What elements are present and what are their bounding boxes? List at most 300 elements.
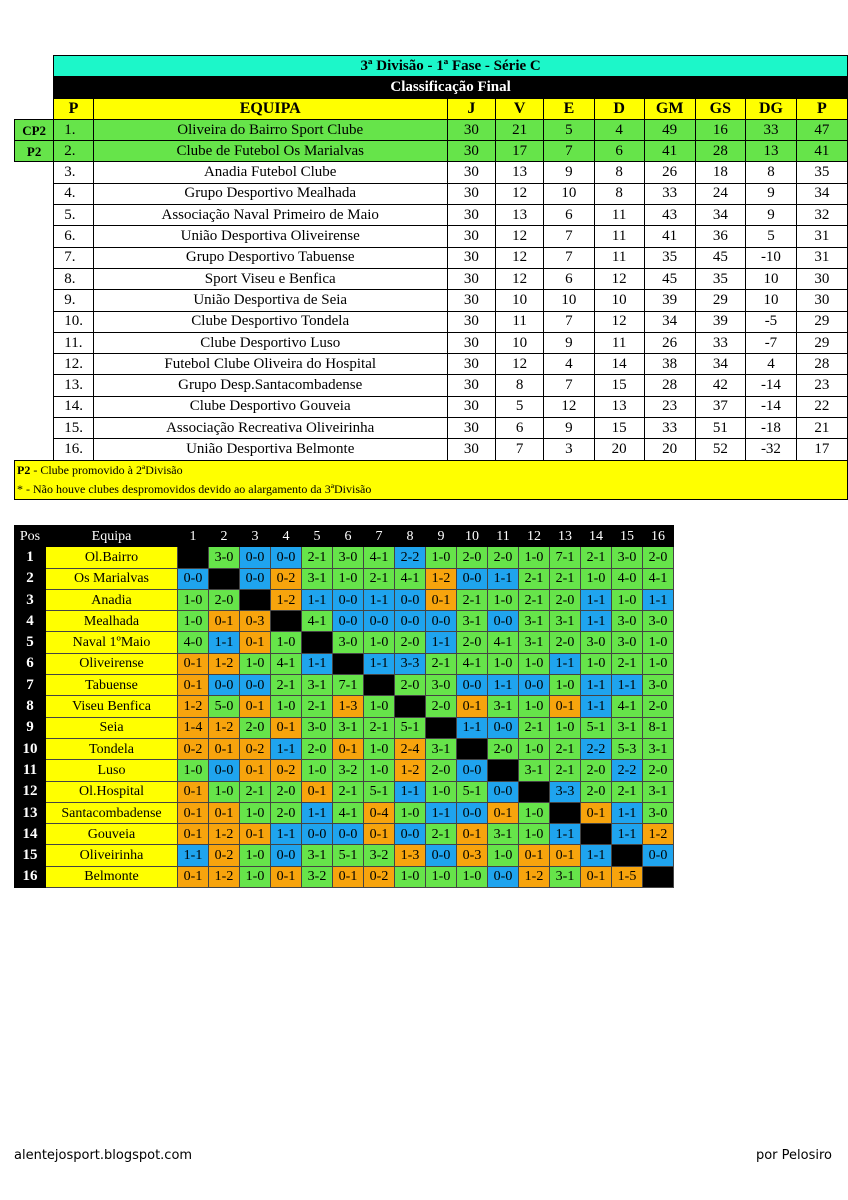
match-result: 1-1 [581,696,612,717]
matrix-row [15,675,674,696]
matrix-team: Tondela [46,738,178,759]
team-name: Oliveira do Bairro Sport Clube [93,119,447,140]
match-result: 7-1 [333,675,364,696]
match-result: 1-5 [612,866,643,887]
match-result: 3-1 [550,866,581,887]
match-result: 2-0 [488,547,519,568]
matrix-self-cell [488,760,519,781]
match-result: 2-0 [395,675,426,696]
match-result: 0-3 [240,611,271,632]
matrix-column-header: 8 [395,526,426,547]
match-result: 4-1 [395,568,426,589]
stat-d: 11 [594,332,644,353]
stat-j: 30 [447,141,495,162]
team-name: Clube Desportivo Tondela [93,311,447,332]
match-result: 2-1 [364,717,395,738]
note-relegation: * - Não houve clubes despromovidos devido ao alargamento da 3ªDivisão [15,480,848,500]
match-result: 1-0 [364,738,395,759]
stat-dg: 10 [746,268,797,289]
match-result: 0-2 [271,568,302,589]
stat-gs: 42 [695,375,746,396]
stat-j: 30 [447,354,495,375]
match-result: 0-1 [364,824,395,845]
matrix-column-header: 14 [581,526,612,547]
matrix-team: Ol.Bairro [46,547,178,568]
qualification-tag: CP2 [15,119,54,140]
match-result: 1-0 [519,696,550,717]
match-result: 2-1 [519,589,550,610]
team-name: Clube Desportivo Luso [93,332,447,353]
match-result: 1-0 [302,760,333,781]
matrix-team: Santacombadense [46,802,178,823]
standings-row [15,119,848,140]
stat-gs: 36 [695,226,746,247]
match-result: 1-1 [302,802,333,823]
stat-v: 21 [496,119,544,140]
matrix-row [15,547,674,568]
matrix-team: Os Marialvas [46,568,178,589]
match-result: 4-1 [612,696,643,717]
match-result: 0-0 [302,824,333,845]
standing-position: 11. [54,332,93,353]
standing-position: 14. [54,396,93,417]
match-result: 1-1 [581,611,612,632]
match-result: 2-0 [271,802,302,823]
header-points: P [796,98,847,119]
match-result: 0-0 [457,568,488,589]
match-result: 2-0 [240,717,271,738]
stat-v: 11 [496,311,544,332]
match-result: 0-0 [488,866,519,887]
match-result: 0-2 [271,760,302,781]
stat-dg: -10 [746,247,797,268]
matrix-row [15,738,674,759]
qualification-tag [15,226,54,247]
match-result: 1-0 [519,738,550,759]
match-result: 1-0 [271,632,302,653]
matrix-position: 3 [15,589,46,610]
match-result: 2-0 [426,696,457,717]
stat-v: 7 [496,439,544,460]
stat-d: 11 [594,205,644,226]
match-result: 1-2 [209,824,240,845]
matrix-column-header: 7 [364,526,395,547]
footer-author: por Pelosiro [755,1148,832,1163]
match-result: 1-0 [240,653,271,674]
match-result: 1-1 [302,589,333,610]
match-result: 1-0 [426,547,457,568]
match-result: 5-1 [333,845,364,866]
match-result: 0-1 [550,845,581,866]
matrix-row [15,632,674,653]
match-result: 0-1 [581,866,612,887]
match-result: 2-0 [426,760,457,781]
stat-d: 13 [594,396,644,417]
header-equipa: EQUIPA [93,98,447,119]
matrix-self-cell [612,845,643,866]
stat-v: 17 [496,141,544,162]
matrix-team: Naval 1ºMaio [46,632,178,653]
match-result: 2-1 [612,781,643,802]
stat-p: 22 [796,396,847,417]
stat-dg: -5 [746,311,797,332]
stat-v: 12 [496,268,544,289]
match-result: 0-0 [488,611,519,632]
match-result: 4-1 [364,547,395,568]
match-result: 2-0 [271,781,302,802]
stat-gs: 18 [695,162,746,183]
stat-gm: 20 [644,439,695,460]
match-result: 0-0 [395,824,426,845]
match-result: 2-0 [581,781,612,802]
stat-p: 30 [796,290,847,311]
match-result: 2-0 [209,589,240,610]
team-name: Grupo Desp.Santacombadense [93,375,447,396]
stat-p: 28 [796,354,847,375]
match-result: 3-0 [643,675,674,696]
match-result: 2-0 [550,589,581,610]
stat-gs: 33 [695,332,746,353]
qualification-tag [15,290,54,311]
qualification-tag: P2 [15,141,54,162]
team-name: Grupo Desportivo Tabuense [93,247,447,268]
match-result: 1-1 [302,653,333,674]
stat-j: 30 [447,268,495,289]
match-result: 2-1 [612,653,643,674]
qualification-tag [15,439,54,460]
stat-d: 8 [594,183,644,204]
standings-row [15,332,848,353]
matrix-self-cell [271,611,302,632]
qualification-tag [15,418,54,439]
match-result: 0-3 [457,845,488,866]
stat-dg: 13 [746,141,797,162]
match-result: 2-1 [519,717,550,738]
match-result: 1-0 [395,866,426,887]
match-result: 0-1 [178,824,209,845]
standing-position: 3. [54,162,93,183]
note-promoted-tag: P2 [17,463,31,478]
match-result: 3-1 [426,738,457,759]
qualification-tag [15,268,54,289]
match-result: 0-1 [457,824,488,845]
match-result: 0-1 [178,781,209,802]
match-result: 0-0 [209,760,240,781]
match-result: 4-0 [612,568,643,589]
match-result: 2-0 [302,738,333,759]
header-gm: GM [644,98,695,119]
stat-p: 41 [796,141,847,162]
footer-site: alentejosport.blogspot.com [14,1148,193,1163]
match-result: 1-0 [519,802,550,823]
match-result: 0-0 [271,845,302,866]
match-result: 0-2 [364,866,395,887]
match-result: 1-1 [209,632,240,653]
standings-row [15,311,848,332]
stat-v: 6 [496,418,544,439]
standing-position: 12. [54,354,93,375]
stat-e: 9 [544,162,594,183]
standings-row [15,141,848,162]
standings-row [15,375,848,396]
match-result: 4-1 [271,653,302,674]
stat-p: 47 [796,119,847,140]
stat-v: 13 [496,205,544,226]
stat-e: 7 [544,141,594,162]
matrix-position: 7 [15,675,46,696]
match-result: 1-0 [488,845,519,866]
stat-j: 30 [447,396,495,417]
match-result: 4-0 [178,632,209,653]
stat-d: 4 [594,119,644,140]
match-result: 2-2 [581,738,612,759]
match-result: 0-1 [240,696,271,717]
match-result: 2-1 [271,675,302,696]
matrix-self-cell [364,675,395,696]
match-result: 0-1 [333,866,364,887]
match-result: 4-1 [457,653,488,674]
match-result: 1-0 [643,632,674,653]
matrix-position: 9 [15,717,46,738]
matrix-position: 1 [15,547,46,568]
stat-v: 12 [496,247,544,268]
match-result: 1-0 [581,653,612,674]
match-result: 1-1 [550,824,581,845]
match-result: 3-1 [302,675,333,696]
matrix-self-cell [426,717,457,738]
match-result: 5-1 [457,781,488,802]
matrix-row [15,781,674,802]
table-title: 3ª Divisão - 1ª Fase - Série C [54,56,848,77]
match-result: 1-4 [178,717,209,738]
match-result: 1-0 [519,547,550,568]
match-result: 2-0 [457,547,488,568]
stat-gm: 23 [644,396,695,417]
match-result: 1-1 [612,824,643,845]
match-result: 1-1 [612,802,643,823]
match-result: 2-1 [550,760,581,781]
match-result: 0-0 [488,781,519,802]
match-result: 3-0 [612,547,643,568]
match-result: 3-0 [333,632,364,653]
qualification-tag [15,247,54,268]
match-result: 0-0 [457,802,488,823]
standing-position: 13. [54,375,93,396]
match-result: 3-2 [364,845,395,866]
match-result: 3-0 [302,717,333,738]
match-result: 1-0 [333,568,364,589]
match-result: 2-0 [395,632,426,653]
stat-j: 30 [447,119,495,140]
match-result: 3-3 [550,781,581,802]
matrix-team: Oliveirinha [46,845,178,866]
stat-j: 30 [447,418,495,439]
stat-p: 30 [796,268,847,289]
standings-table [14,55,848,500]
match-result: 1-0 [209,781,240,802]
stat-d: 12 [594,268,644,289]
match-result: 1-1 [271,824,302,845]
qualification-tag [15,183,54,204]
match-result: 0-0 [643,845,674,866]
stat-e: 5 [544,119,594,140]
matrix-team: Ol.Hospital [46,781,178,802]
match-result: 0-1 [426,589,457,610]
stat-p: 21 [796,418,847,439]
standings-row [15,162,848,183]
match-result: 0-1 [302,781,333,802]
match-result: 3-0 [209,547,240,568]
match-result: 1-0 [178,760,209,781]
match-result: 0-2 [240,738,271,759]
matrix-team: Luso [46,760,178,781]
standing-position: 15. [54,418,93,439]
matrix-self-cell [240,589,271,610]
matrix-team: Anadia [46,589,178,610]
matrix-column-header: 13 [550,526,581,547]
match-result: 3-1 [643,781,674,802]
stat-gs: 45 [695,247,746,268]
stat-p: 23 [796,375,847,396]
stat-gs: 35 [695,268,746,289]
matrix-position: 16 [15,866,46,887]
stat-dg: 9 [746,183,797,204]
match-result: 1-1 [364,589,395,610]
stat-v: 5 [496,396,544,417]
matrix-column-header: 5 [302,526,333,547]
match-result: 1-1 [426,802,457,823]
qualification-tag [15,205,54,226]
stat-dg: 33 [746,119,797,140]
match-result: 3-1 [550,611,581,632]
match-result: 0-0 [457,675,488,696]
stat-d: 12 [594,311,644,332]
matrix-team-header: Equipa [46,526,178,547]
match-result: 2-0 [643,547,674,568]
matrix-row [15,802,674,823]
team-name: Anadia Futebol Clube [93,162,447,183]
qualification-tag [15,311,54,332]
match-result: 0-0 [333,824,364,845]
matrix-self-cell [457,738,488,759]
match-result: 0-1 [209,738,240,759]
stat-v: 8 [496,375,544,396]
match-result: 3-1 [457,611,488,632]
matrix-position: 8 [15,696,46,717]
matrix-column-header: 16 [643,526,674,547]
matrix-column-header: 10 [457,526,488,547]
matrix-team: Viseu Benfica [46,696,178,717]
standing-position: 4. [54,183,93,204]
stat-gs: 34 [695,205,746,226]
match-result: 4-1 [302,611,333,632]
match-result: 1-2 [209,866,240,887]
match-result: 5-1 [395,717,426,738]
stat-e: 7 [544,226,594,247]
stat-v: 12 [496,226,544,247]
stat-d: 10 [594,290,644,311]
stat-gm: 38 [644,354,695,375]
match-result: 1-1 [612,675,643,696]
stat-dg: 4 [746,354,797,375]
stat-gs: 28 [695,141,746,162]
stat-v: 12 [496,354,544,375]
standings-row [15,418,848,439]
match-result: 1-0 [426,781,457,802]
match-result: 2-2 [395,547,426,568]
match-result: 1-0 [271,696,302,717]
matrix-column-header: 6 [333,526,364,547]
match-result: 1-2 [209,717,240,738]
match-result: 1-1 [457,717,488,738]
match-result: 1-0 [581,568,612,589]
match-result: 3-1 [302,568,333,589]
match-result: 3-1 [519,760,550,781]
stat-v: 10 [496,290,544,311]
match-result: 1-2 [643,824,674,845]
match-result: 0-4 [364,802,395,823]
matrix-row [15,568,674,589]
matrix-position: 13 [15,802,46,823]
stat-dg: -7 [746,332,797,353]
header-v: V [496,98,544,119]
stat-p: 31 [796,226,847,247]
match-result: 1-0 [240,845,271,866]
match-result: 1-0 [488,653,519,674]
match-result: 0-1 [240,632,271,653]
match-result: 1-0 [426,866,457,887]
stat-dg: 10 [746,290,797,311]
match-result: 4-1 [643,568,674,589]
match-result: 3-3 [395,653,426,674]
match-result: 0-2 [178,738,209,759]
matrix-header-row [15,526,674,547]
match-result: 1-1 [581,675,612,696]
stat-j: 30 [447,247,495,268]
stat-j: 30 [447,183,495,204]
stat-dg: -14 [746,396,797,417]
standing-position: 8. [54,268,93,289]
stat-dg: -18 [746,418,797,439]
header-e: E [544,98,594,119]
match-result: 1-3 [333,696,364,717]
match-result: 7-1 [550,547,581,568]
stat-e: 7 [544,375,594,396]
team-name: União Desportiva Oliveirense [93,226,447,247]
stat-d: 6 [594,141,644,162]
match-result: 0-0 [457,760,488,781]
match-result: 1-1 [364,653,395,674]
stat-gm: 34 [644,311,695,332]
qualification-tag [15,396,54,417]
match-result: 0-1 [209,611,240,632]
matrix-position: 15 [15,845,46,866]
matrix-team: Oliveirense [46,653,178,674]
match-result: 5-0 [209,696,240,717]
match-result: 1-1 [426,632,457,653]
standings-row [15,183,848,204]
stat-p: 34 [796,183,847,204]
match-result: 2-1 [426,653,457,674]
match-result: 0-0 [333,611,364,632]
matrix-column-header: 1 [178,526,209,547]
stat-p: 29 [796,311,847,332]
match-result: 3-1 [519,632,550,653]
matrix-self-cell [333,653,364,674]
match-result: 0-1 [581,802,612,823]
match-result: 0-0 [240,675,271,696]
match-result: 4-1 [488,632,519,653]
